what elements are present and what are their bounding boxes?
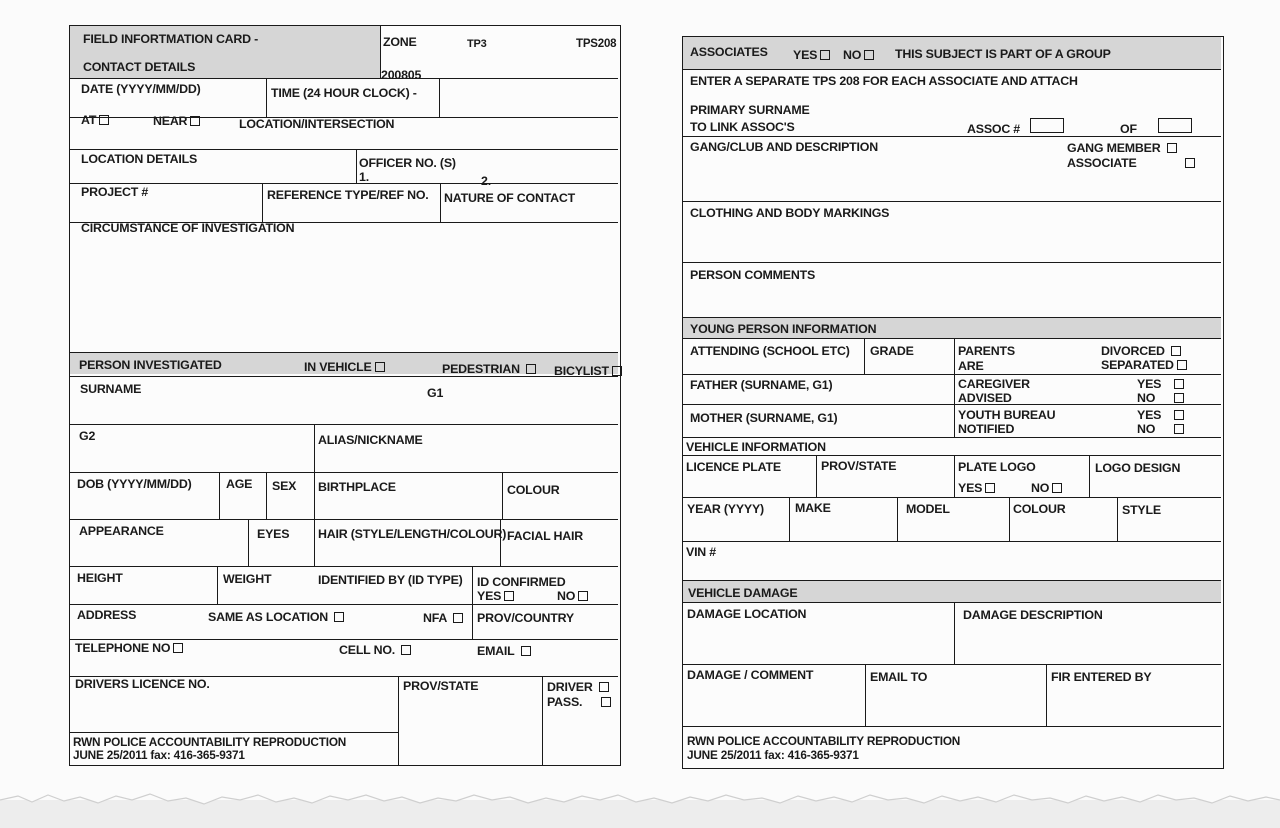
father-label[interactable]: FATHER (SURNAME, G1): [690, 378, 833, 392]
time-field-label[interactable]: TIME (24 HOUR CLOCK) -: [271, 86, 417, 100]
rule: [70, 472, 618, 473]
parents-label: PARENTS: [958, 344, 1015, 358]
year-label[interactable]: YEAR (YYYY): [687, 502, 764, 516]
driver-label: DRIVER: [547, 680, 593, 694]
style-label[interactable]: STYLE: [1122, 503, 1161, 517]
vin-label[interactable]: VIN #: [686, 545, 716, 559]
damage-comment-label[interactable]: DAMAGE / COMMENT: [687, 668, 814, 682]
rule: [356, 149, 357, 183]
separated-label: SEPARATED: [1101, 358, 1174, 372]
vehicle-damage-label: VEHICLE DAMAGE: [688, 586, 798, 600]
at-label: AT: [81, 113, 97, 127]
plate-logo-label: PLATE LOGO: [958, 460, 1036, 474]
rule: [70, 424, 618, 425]
nature-of-contact-label[interactable]: NATURE OF CONTACT: [444, 191, 576, 205]
email-to-label[interactable]: EMAIL TO: [870, 670, 928, 684]
enter-separate-note: ENTER A SEPARATE TPS 208 FOR EACH ASSOCIATE AND ATTACH: [690, 74, 1078, 88]
near-box[interactable]: [190, 116, 200, 126]
pedestrian-checkbox[interactable]: [442, 362, 536, 376]
rule: [683, 374, 1221, 375]
bicylist-label: BICYLIST: [554, 364, 609, 378]
same-as-location-checkbox[interactable]: [208, 610, 344, 624]
plate-logo-no-box[interactable]: [1052, 483, 1062, 493]
email-checkbox[interactable]: [477, 644, 531, 658]
left-form-card: [69, 25, 621, 766]
rule: [864, 338, 865, 374]
zone-value: TP3: [467, 38, 487, 50]
at-box[interactable]: [99, 115, 109, 125]
vehicle-colour-label[interactable]: COLOUR: [1013, 502, 1066, 516]
separated-box[interactable]: [1177, 360, 1187, 370]
alias-label[interactable]: ALIAS/NICKNAME: [318, 433, 423, 447]
rule: [398, 676, 399, 765]
rule: [314, 424, 315, 566]
rule: [789, 497, 790, 541]
rule: [683, 201, 1221, 202]
rule: [502, 472, 503, 519]
project-number-label[interactable]: PROJECT #: [81, 185, 149, 199]
right-form-card: [682, 36, 1224, 769]
officer-1: 1.: [359, 170, 369, 184]
attending-label[interactable]: ATTENDING (SCHOOL ETC): [690, 344, 850, 358]
surname-label[interactable]: SURNAME: [80, 382, 142, 396]
rule: [70, 732, 398, 733]
vehicle-prov-state-label[interactable]: PROV/STATE: [821, 459, 897, 473]
id-no-box[interactable]: [578, 591, 588, 601]
rule: [70, 519, 618, 520]
id-confirmed-no[interactable]: [557, 589, 588, 603]
nfa-label: NFA: [423, 611, 447, 625]
email-label: EMAIL: [477, 644, 515, 658]
birthplace-label[interactable]: BIRTHPLACE: [318, 480, 396, 494]
nfa-checkbox[interactable]: [423, 611, 463, 625]
telephone-label: TELEPHONE NO: [75, 641, 171, 655]
near-label: NEAR: [153, 114, 188, 128]
g2-label[interactable]: G2: [79, 429, 96, 443]
circumstance-label[interactable]: CIRCUMSTANCE OF INVESTIGATION: [81, 221, 295, 235]
footer-reproduction: RWN POLICE ACCOUNTABILITY REPRODUCTION: [73, 735, 347, 749]
assoc-number-label: ASSOC #: [967, 122, 1020, 136]
rule: [683, 455, 1221, 456]
youth-bureau-no-label: NO: [1137, 422, 1156, 436]
rule: [1046, 664, 1047, 726]
id-yes-box[interactable]: [504, 591, 514, 601]
assoc-number-box[interactable]: [1030, 118, 1064, 133]
footer-reproduction: RWN POLICE ACCOUNTABILITY REPRODUCTION: [687, 734, 961, 748]
rule: [683, 262, 1221, 263]
g1-label[interactable]: G1: [427, 386, 444, 400]
person-comments-label[interactable]: PERSON COMMENTS: [690, 268, 816, 282]
youth-bureau-no-box[interactable]: [1174, 424, 1184, 434]
caregiver-yes-label: YES: [1137, 377, 1162, 391]
rule: [816, 455, 817, 497]
rule: [70, 149, 618, 150]
pass-checkbox[interactable]: [547, 695, 611, 709]
rule: [683, 726, 1221, 727]
rule: [683, 664, 1221, 665]
caregiver-label: CAREGIVER: [958, 377, 1030, 391]
assoc-total-box[interactable]: [1158, 118, 1192, 133]
rule: [683, 497, 1221, 498]
advised-label: ADVISED: [958, 391, 1012, 405]
rule: [248, 519, 249, 566]
prov-state-label[interactable]: PROV/STATE: [403, 679, 479, 693]
rule: [542, 676, 543, 765]
at-checkbox[interactable]: [81, 113, 109, 127]
associate-checkbox[interactable]: [1067, 156, 1195, 170]
near-checkbox[interactable]: [153, 114, 200, 128]
id-confirmed-yes[interactable]: [477, 589, 514, 603]
damage-location-label[interactable]: DAMAGE LOCATION: [687, 607, 807, 621]
rule: [683, 437, 1221, 438]
rule: [897, 497, 898, 541]
caregiver-no[interactable]: [1137, 391, 1184, 405]
plate-logo-yes[interactable]: [958, 481, 995, 495]
sex-label[interactable]: SEX: [272, 479, 297, 493]
associate-box[interactable]: [1185, 158, 1195, 168]
rule: [70, 78, 618, 79]
hair-label[interactable]: HAIR (STYLE/LENGTH/COLOUR): [318, 527, 507, 541]
rule: [70, 183, 618, 184]
cell-box[interactable]: [401, 645, 411, 655]
vehicle-info-label: VEHICLE INFORMATION: [686, 440, 826, 454]
zone-label: ZONE: [383, 35, 417, 49]
gang-member-checkbox[interactable]: [1067, 141, 1177, 155]
in-vehicle-box[interactable]: [375, 362, 385, 372]
drivers-licence-label[interactable]: DRIVERS LICENCE NO.: [75, 677, 210, 691]
pass-box[interactable]: [601, 697, 611, 707]
officer-numbers-label[interactable]: OFFICER NO. (S): [359, 156, 456, 170]
divorced-box[interactable]: [1171, 346, 1181, 356]
rule: [266, 472, 267, 519]
associates-yes-box[interactable]: [820, 50, 830, 60]
associates-no-label: NO: [843, 48, 862, 62]
primary-surname-label-1[interactable]: PRIMARY SURNAME: [690, 103, 810, 117]
pedestrian-box[interactable]: [526, 364, 536, 374]
telephone-box[interactable]: [173, 643, 183, 653]
same-as-location-box[interactable]: [334, 612, 344, 622]
plate-logo-no-label: NO: [1031, 481, 1050, 495]
caregiver-no-box[interactable]: [1174, 393, 1184, 403]
same-as-location-label: SAME AS LOCATION: [208, 610, 329, 624]
associates-no[interactable]: [843, 48, 874, 62]
associates-yes-label: YES: [793, 48, 818, 62]
rule: [683, 541, 1221, 542]
rule: [683, 580, 1221, 581]
plate-logo-yes-box[interactable]: [985, 483, 995, 493]
date-field-label[interactable]: DATE (YYYY/MM/DD): [81, 82, 201, 96]
group-label: THIS SUBJECT IS PART OF A GROUP: [895, 47, 1111, 61]
licence-plate-label[interactable]: LICENCE PLATE: [686, 460, 781, 474]
are-label: ARE: [958, 359, 984, 373]
email-box[interactable]: [521, 646, 531, 656]
gang-club-label[interactable]: GANG/CLUB AND DESCRIPTION: [690, 140, 878, 154]
plate-logo-no[interactable]: [1031, 481, 1062, 495]
youth-bureau-no[interactable]: [1137, 422, 1184, 436]
youth-bureau-yes[interactable]: [1137, 408, 1184, 422]
eyes-label[interactable]: EYES: [257, 527, 290, 541]
person-investigated-label: PERSON INVESTIGATED: [79, 358, 222, 372]
rule: [262, 183, 263, 222]
gang-member-label: GANG MEMBER: [1067, 141, 1161, 155]
id-yes-label: YES: [477, 589, 502, 603]
rule: [683, 602, 1221, 603]
card-subtitle: CONTACT DETAILS: [83, 60, 196, 74]
driver-box[interactable]: [599, 682, 609, 692]
appearance-label[interactable]: APPEARANCE: [79, 524, 164, 538]
fir-entered-label[interactable]: FIR ENTERED BY: [1051, 670, 1152, 684]
primary-surname-label-2: TO LINK ASSOC'S: [690, 120, 795, 134]
caregiver-no-label: NO: [1137, 391, 1156, 405]
rule: [954, 338, 955, 437]
rule: [70, 566, 618, 567]
rule: [954, 602, 955, 664]
caregiver-yes-box[interactable]: [1174, 379, 1184, 389]
youth-bureau-label: YOUTH BUREAU: [958, 408, 1056, 422]
id-confirmed-label: ID CONFIRMED: [477, 575, 566, 589]
logo-design-label[interactable]: LOGO DESIGN: [1095, 461, 1181, 475]
of-label: OF: [1120, 122, 1137, 136]
grade-label[interactable]: GRADE: [870, 344, 914, 358]
divorced-label: DIVORCED: [1101, 344, 1165, 358]
rule: [683, 317, 1221, 318]
in-vehicle-checkbox[interactable]: [304, 360, 385, 374]
rule: [683, 136, 1221, 137]
rule: [70, 376, 618, 377]
clothing-label[interactable]: CLOTHING AND BODY MARKINGS: [690, 206, 890, 220]
cell-checkbox[interactable]: [339, 643, 411, 657]
rule: [683, 69, 1221, 70]
rule: [70, 352, 618, 353]
rule: [70, 604, 618, 605]
rule: [440, 183, 441, 222]
prov-country-label[interactable]: PROV/COUNTRY: [477, 611, 574, 625]
rule: [266, 78, 267, 117]
divorced-checkbox[interactable]: [1101, 344, 1181, 358]
mother-label[interactable]: MOTHER (SURNAME, G1): [690, 411, 838, 425]
notified-label: NOTIFIED: [958, 422, 1015, 436]
dob-label[interactable]: DOB (YYYY/MM/DD): [77, 477, 192, 491]
rule: [954, 455, 955, 497]
bicylist-box[interactable]: [612, 366, 622, 376]
location-intersection-label[interactable]: LOCATION/INTERSECTION: [239, 117, 395, 131]
make-label[interactable]: MAKE: [795, 501, 831, 515]
location-details-label[interactable]: LOCATION DETAILS: [81, 152, 198, 166]
pedestrian-label: PEDESTRIAN: [442, 362, 520, 376]
rule: [865, 664, 866, 726]
associates-label: ASSOCIATES: [690, 45, 768, 59]
rule: [217, 566, 218, 604]
height-label[interactable]: HEIGHT: [77, 571, 123, 585]
age-label[interactable]: AGE: [226, 477, 253, 491]
damage-description-label[interactable]: DAMAGE DESCRIPTION: [963, 608, 1103, 622]
torn-paper-edge: [0, 786, 1280, 828]
youth-bureau-yes-box[interactable]: [1174, 410, 1184, 420]
associates-no-box[interactable]: [864, 50, 874, 60]
plate-logo-yes-label: YES: [958, 481, 983, 495]
caregiver-yes[interactable]: [1137, 377, 1184, 391]
identified-by-label[interactable]: IDENTIFIED BY (ID TYPE): [318, 573, 463, 587]
footer-date-fax: JUNE 25/2011 fax: 416-365-9371: [73, 748, 245, 762]
officer-2: 2.: [481, 174, 491, 188]
model-label[interactable]: MODEL: [906, 502, 950, 516]
rule: [1089, 455, 1090, 497]
rule: [439, 78, 440, 117]
telephone-checkbox[interactable]: [75, 641, 183, 655]
id-no-label: NO: [557, 589, 576, 603]
associates-yes[interactable]: [793, 48, 830, 62]
young-person-label: YOUNG PERSON INFORMATION: [690, 322, 877, 336]
bicylist-checkbox[interactable]: [554, 364, 622, 378]
gang-member-box[interactable]: [1167, 143, 1177, 153]
card-title: FIELD INFORTMATION CARD -: [83, 32, 259, 46]
nfa-box[interactable]: [453, 613, 463, 623]
rule: [472, 566, 473, 604]
rule: [219, 472, 220, 519]
rule: [683, 338, 1221, 339]
colour-label[interactable]: COLOUR: [507, 483, 560, 497]
in-vehicle-label: IN VEHICLE: [304, 360, 372, 374]
rule: [1117, 497, 1118, 541]
footer-date-fax: JUNE 25/2011 fax: 416-365-9371: [687, 748, 859, 762]
rule: [472, 604, 473, 639]
separated-checkbox[interactable]: [1101, 358, 1187, 372]
facial-hair-label[interactable]: FACIAL HAIR: [507, 529, 584, 543]
address-label[interactable]: ADDRESS: [77, 608, 137, 622]
reference-label[interactable]: REFERENCE TYPE/REF NO.: [267, 188, 429, 202]
associate-label: ASSOCIATE: [1067, 156, 1137, 170]
cell-label: CELL NO.: [339, 643, 395, 657]
form-number: TPS208: [576, 38, 617, 50]
youth-bureau-yes-label: YES: [1137, 408, 1162, 422]
form-date: 200805: [381, 68, 422, 82]
weight-label[interactable]: WEIGHT: [223, 572, 272, 586]
driver-checkbox[interactable]: [547, 680, 609, 694]
pass-label: PASS.: [547, 695, 583, 709]
rule: [70, 639, 618, 640]
rule: [1009, 497, 1010, 541]
